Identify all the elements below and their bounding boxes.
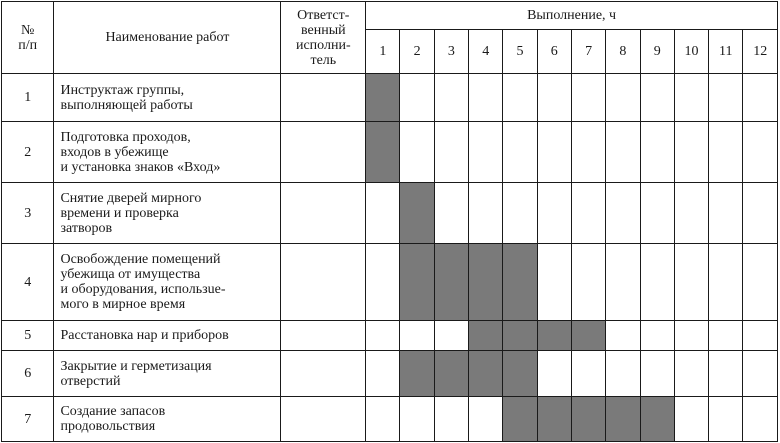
gantt-empty-cell <box>366 183 400 244</box>
hour-header-5: 5 <box>503 30 537 74</box>
gantt-bar-cell <box>366 74 400 122</box>
task-name-cell <box>54 122 281 183</box>
gantt-empty-cell <box>400 321 434 351</box>
header-responsible-label: Ответст- венный исполни- тель <box>295 7 351 68</box>
gantt-empty-cell <box>537 351 571 397</box>
gantt-empty-cell <box>469 397 503 442</box>
gantt-empty-cell <box>503 122 537 183</box>
task-number: 2 <box>2 122 54 183</box>
gantt-bar-cell <box>469 321 503 351</box>
hour-header-3: 3 <box>434 30 468 74</box>
gantt-empty-cell <box>640 122 674 183</box>
gantt-empty-cell <box>571 244 605 321</box>
gantt-empty-cell <box>709 74 743 122</box>
gantt-empty-cell <box>743 397 778 442</box>
gantt-empty-cell <box>606 351 640 397</box>
header-execution-label: Выполнение, ч <box>527 8 617 23</box>
gantt-empty-cell <box>674 74 708 122</box>
gantt-empty-cell <box>743 122 778 183</box>
gantt-empty-cell <box>400 397 434 442</box>
gantt-empty-cell <box>434 321 468 351</box>
hour-header-4: 4 <box>469 30 503 74</box>
task-responsible <box>281 351 366 397</box>
gantt-empty-cell <box>571 122 605 183</box>
gantt-bar-cell <box>503 351 537 397</box>
task-number: 1 <box>2 74 54 122</box>
gantt-empty-cell <box>537 122 571 183</box>
gantt-empty-cell <box>366 244 400 321</box>
gantt-empty-cell <box>743 183 778 244</box>
gantt-empty-cell <box>640 74 674 122</box>
task-name: Подготовка проходов, входов в убежище и установка знаков «Вход» <box>60 129 221 175</box>
gantt-empty-cell <box>400 122 434 183</box>
header-name <box>54 2 281 74</box>
gantt-empty-cell <box>606 183 640 244</box>
gantt-empty-cell <box>606 74 640 122</box>
gantt-empty-cell <box>709 183 743 244</box>
gantt-empty-cell <box>709 397 743 442</box>
gantt-empty-cell <box>606 122 640 183</box>
gantt-empty-cell <box>537 244 571 321</box>
gantt-empty-cell <box>674 244 708 321</box>
gantt-empty-cell <box>606 321 640 351</box>
gantt-bar-cell <box>400 183 434 244</box>
gantt-bar-cell <box>503 321 537 351</box>
gantt-empty-cell <box>469 122 503 183</box>
gantt-empty-cell <box>743 321 778 351</box>
gantt-empty-cell <box>709 321 743 351</box>
task-name-cell <box>54 183 281 244</box>
gantt-bar-cell <box>503 397 537 442</box>
gantt-bar-cell <box>503 244 537 321</box>
gantt-empty-cell <box>366 397 400 442</box>
hour-header-9: 9 <box>640 30 674 74</box>
task-number: 6 <box>2 351 54 397</box>
gantt-empty-cell <box>469 183 503 244</box>
table-row <box>2 183 778 244</box>
task-name-cell <box>54 244 281 321</box>
task-responsible <box>281 244 366 321</box>
table-row <box>2 351 778 397</box>
gantt-bar-cell <box>434 351 468 397</box>
task-name: Освобождение помещений убежища от имущества и оборудования, использue- мого в мирное время <box>60 252 226 312</box>
hour-header-8: 8 <box>606 30 640 74</box>
hour-header-6: 6 <box>537 30 571 74</box>
gantt-empty-cell <box>640 351 674 397</box>
hour-header-2: 2 <box>400 30 434 74</box>
gantt-empty-cell <box>434 183 468 244</box>
gantt-empty-cell <box>503 183 537 244</box>
gantt-empty-cell <box>674 397 708 442</box>
header-execution <box>366 2 778 30</box>
table-row <box>2 244 778 321</box>
task-responsible <box>281 321 366 351</box>
hour-header-10: 10 <box>674 30 708 74</box>
gantt-empty-cell <box>434 122 468 183</box>
gantt-empty-cell <box>400 74 434 122</box>
task-name: Создание запасов продовольствия <box>60 404 166 434</box>
task-name: Снятие дверей мирного времени и проверка затворов <box>60 190 202 236</box>
header-num <box>2 2 54 74</box>
gantt-empty-cell <box>571 183 605 244</box>
gantt-empty-cell <box>571 351 605 397</box>
gantt-empty-cell <box>434 397 468 442</box>
work-schedule-table <box>1 1 778 442</box>
gantt-bar-cell <box>537 321 571 351</box>
gantt-bar-cell <box>434 244 468 321</box>
hour-header-7: 7 <box>571 30 605 74</box>
gantt-empty-cell <box>640 183 674 244</box>
task-responsible <box>281 74 366 122</box>
gantt-bar-cell <box>469 244 503 321</box>
task-name: Инструктаж группы, выполняющей работы <box>60 82 193 113</box>
hour-header-11: 11 <box>709 30 743 74</box>
task-name: Закрытие и герметизация отверстий <box>60 358 212 389</box>
task-responsible <box>281 183 366 244</box>
gantt-bar-cell <box>537 397 571 442</box>
gantt-bar-cell <box>640 397 674 442</box>
gantt-bar-cell <box>571 321 605 351</box>
gantt-empty-cell <box>537 74 571 122</box>
gantt-bar-cell <box>469 351 503 397</box>
header-responsible <box>281 2 366 74</box>
task-name-cell <box>54 74 281 122</box>
task-number: 3 <box>2 183 54 244</box>
gantt-empty-cell <box>434 74 468 122</box>
gantt-bar-cell <box>606 397 640 442</box>
gantt-empty-cell <box>469 74 503 122</box>
gantt-empty-cell <box>743 351 778 397</box>
task-name-cell <box>54 351 281 397</box>
task-responsible <box>281 122 366 183</box>
gantt-empty-cell <box>674 183 708 244</box>
gantt-bar-cell <box>400 244 434 321</box>
table-row <box>2 321 778 351</box>
hour-header-12: 12 <box>743 30 778 74</box>
table-row <box>2 397 778 442</box>
table-row <box>2 74 778 122</box>
table-row <box>2 122 778 183</box>
task-responsible <box>281 397 366 442</box>
header-name-label: Наименование работ <box>105 30 230 45</box>
gantt-empty-cell <box>537 183 571 244</box>
gantt-empty-cell <box>743 244 778 321</box>
gantt-empty-cell <box>674 122 708 183</box>
gantt-empty-cell <box>640 321 674 351</box>
gantt-empty-cell <box>606 244 640 321</box>
gantt-bar-cell <box>400 351 434 397</box>
gantt-empty-cell <box>709 122 743 183</box>
hour-header-1: 1 <box>366 30 400 74</box>
gantt-empty-cell <box>366 321 400 351</box>
gantt-empty-cell <box>503 74 537 122</box>
gantt-empty-cell <box>571 74 605 122</box>
gantt-bar-cell <box>366 122 400 183</box>
task-name: Расстановка нар и приборов <box>60 328 229 343</box>
gantt-empty-cell <box>366 351 400 397</box>
task-number: 7 <box>2 397 54 442</box>
gantt-empty-cell <box>709 351 743 397</box>
task-number: 5 <box>2 321 54 351</box>
gantt-empty-cell <box>640 244 674 321</box>
gantt-bar-cell <box>571 397 605 442</box>
task-name-cell <box>54 321 281 351</box>
header-num-label: № п/п <box>18 22 38 53</box>
gantt-empty-cell <box>674 321 708 351</box>
task-number: 4 <box>2 244 54 321</box>
task-list <box>2 74 778 442</box>
gantt-empty-cell <box>674 351 708 397</box>
task-name-cell <box>54 397 281 442</box>
gantt-empty-cell <box>709 244 743 321</box>
gantt-empty-cell <box>743 74 778 122</box>
